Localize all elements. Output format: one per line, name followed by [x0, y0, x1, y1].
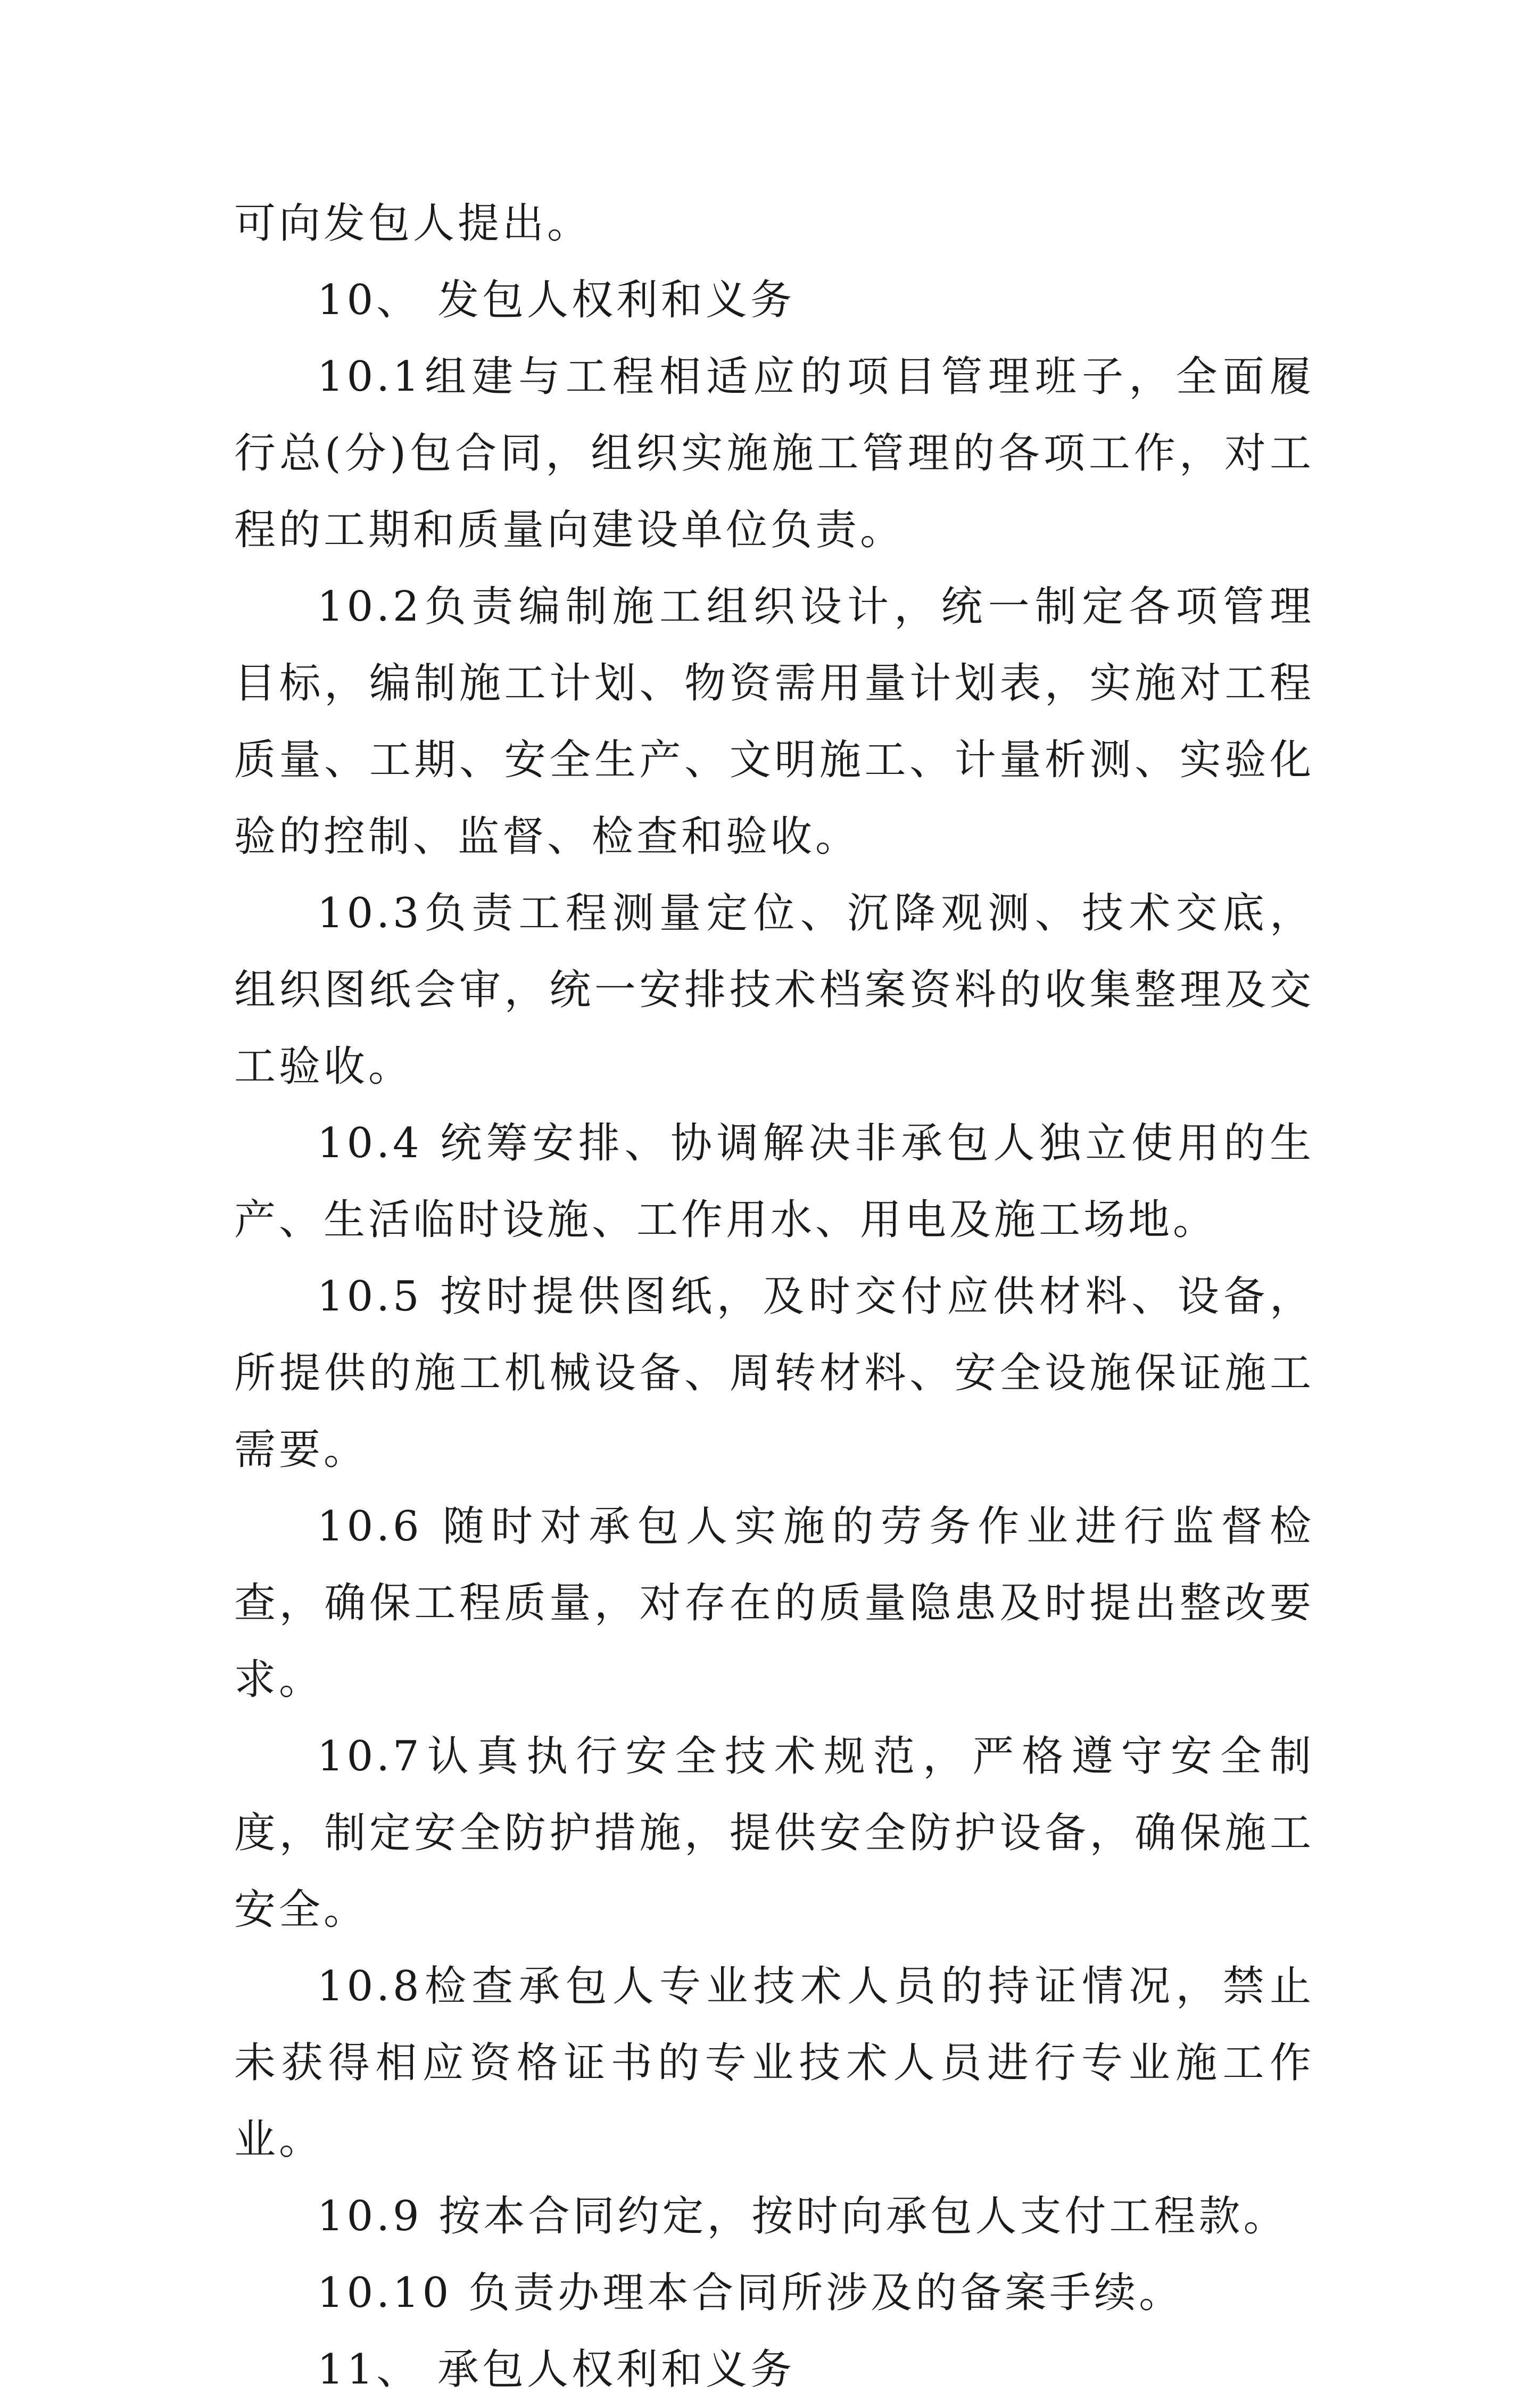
document-body	[234, 185, 1314, 2408]
clause-10-4: 10.4 统筹安排、协调解决非承包人独立使用的生产、生活临时设施、工作用水、用电及施工场地。	[234, 1119, 1314, 1244]
clause-10-3: 10.3负责工程测量定位、沉降观测、技术交底，组织图纸会审，统一安排技术档案资料的收集整理及交工验收。	[234, 889, 1314, 1091]
clause-10-2: 10.2负责编制施工组织设计，统一制定各项管理目标，编制施工计划、物资需用量计划表，实施对工程质量、工期、安全生产、文明施工、计量析测、实验化验的控制、监督、检查和验收。	[234, 583, 1314, 861]
clause-10-9: 10.9 按本合同约定，按时向承包人支付工程款。	[317, 2192, 1288, 2240]
clause-10-1: 10.1组建与工程相适应的项目管理班子，全面履行总(分)包合同，组织实施施工管理的各项工作，对工程的工期和质量向建设单位负责。	[234, 353, 1314, 554]
paragraph-continuation: 可向发包人提出。	[234, 200, 592, 248]
clause-10-7: 10.7认真执行安全技术规范，严格遵守安全制度，制定安全防护措施，提供安全防护设备，确保施工安全。	[234, 1733, 1314, 1934]
clause-10-5: 10.5 按时提供图纸，及时交付应供材料、设备，所提供的施工机械设备、周转材料、安全设施保证施工需要。	[234, 1273, 1314, 1474]
clause-10-10: 10.10 负责办理本合同所涉及的备案手续。	[317, 2269, 1184, 2317]
section-heading-10: 10、 发包人权利和义务	[317, 276, 796, 324]
clause-10-8: 10.8检查承包人专业技术人员的持证情况，禁止未获得相应资格证书的专业技术人员进行专业施工作业。	[234, 1962, 1314, 2164]
section-heading-11: 11、 承包人权利和义务	[317, 2346, 796, 2394]
clause-10-6: 10.6 随时对承包人实施的劳务作业进行监督检查，确保工程质量，对存在的质量隐患及时提出整改要求。	[234, 1503, 1314, 1704]
